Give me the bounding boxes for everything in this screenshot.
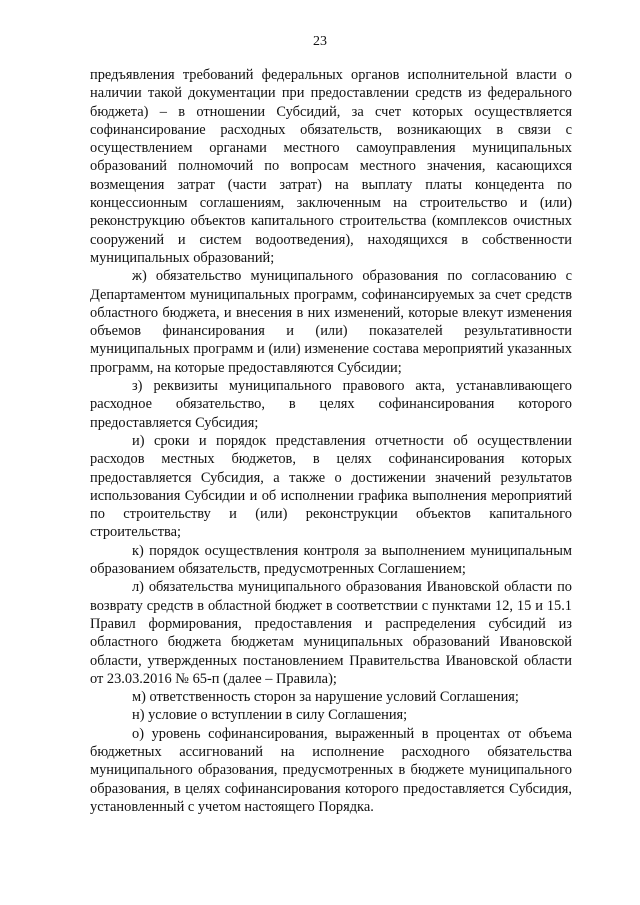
paragraph-item-l: л) обязательства муниципального образования Ивановской области по возврату средств в областной бюджет в соответствии с пунктами 12, 15 и 15.1 Правил формирования, предоставления и распределения субсидий из областного бюджета бюджетам муниципальных образований Ивановской области, утвержденных постановлением Правительства Ивановской области от 23.03.2016 № 65-п (далее – Правила);: [90, 579, 572, 687]
paragraph-item-zh: ж) обязательство муниципального образования по согласованию с Департаментом муниципальных программ, софинансируемых за счет средств областного бюджета, и внесения в них изменений, которые влекут изменения объемов финансирования и (или) показателей результативности муниципальных программ и (или) изменение состава мероприятий указанных программ, на которые предоставляются Субсидии;: [90, 268, 572, 376]
paragraph-item-z: з) реквизиты муниципального правового акта, устанавливающего расходное обязательство, в целях софинансирования которого предоставляется Субсидия;: [90, 378, 572, 431]
paragraph-item-o: о) уровень софинансирования, выраженный в процентах от объема бюджетных ассигнований на исполнение расходного обязательства муниципального образования, предусмотренных в бюджете муниципального образования, в целях софинансирования которого предоставляется Субсидия, установленный с учетом настоящего Порядка.: [90, 725, 572, 815]
paragraph-item-k: к) порядок осуществления контроля за выполнением муниципальным образованием обязательств, предусмотренных Соглашением;: [90, 542, 572, 578]
paragraph-item-i: и) сроки и порядок представления отчетности об осуществлении расходов местных бюджетов, в целях софинансирования которых предоставляется Субсидия, а также о достижении значений результатов использования Субсидии и об исполнении графика выполнения мероприятий по строительству и (или) реконструкции объектов капитального строительства;: [90, 432, 572, 541]
document-body: [90, 66, 572, 816]
paragraph-item-n: н) условие о вступлении в силу Соглашения;: [132, 707, 408, 724]
page-number: 23: [313, 34, 327, 49]
paragraph-item-m: м) ответственность сторон за нарушение условий Соглашения;: [132, 689, 519, 706]
paragraph-continuation: предъявления требований федеральных органов исполнительной власти о наличии такой документации при предоставлении средств из федерального бюджета) – в отношении Субсидий, за счет которых осуществляется софинансирование расходных обязательств, возникающих в связи с осуществлением органами местного самоуправления муниципальных образований полномочий по вопросам местного значения, касающихся возмещения затрат (части затрат) на выплату платы концедента по концессионным соглашениям, заключенным на строительство и (или) реконструкцию объектов капитального строительства (комплексов очистных сооружений и систем водоотведения), находящихся в собственности муниципальных образований;: [90, 67, 572, 266]
